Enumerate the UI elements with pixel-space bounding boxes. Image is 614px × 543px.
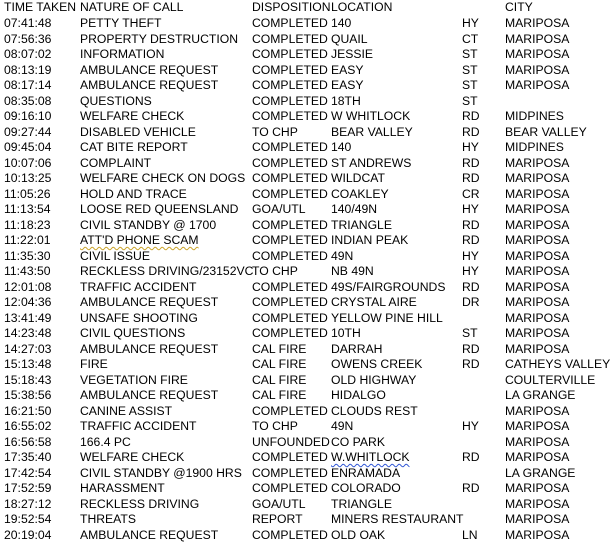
location: CO PARK <box>331 435 385 451</box>
disposition: CAL FIRE <box>252 373 306 389</box>
time-taken: 09:16:10 <box>4 109 51 125</box>
table-row <box>0 435 614 451</box>
nature-of-call: HOLD AND TRACE <box>80 187 187 203</box>
header-location: LOCATION <box>331 0 392 16</box>
nature-of-call: HARASSMENT <box>80 481 165 497</box>
time-taken: 11:35:30 <box>4 249 51 265</box>
city: MARIPOSA <box>505 528 569 543</box>
street-suffix: RD <box>462 342 480 358</box>
table-row <box>0 140 614 156</box>
nature-of-call: INFORMATION <box>80 47 164 63</box>
table-row <box>0 388 614 404</box>
location: BEAR VALLEY <box>331 125 413 141</box>
city: MARIPOSA <box>505 481 569 497</box>
table-row <box>0 202 614 218</box>
disposition: COMPLETED <box>252 78 328 94</box>
location: EASY <box>331 78 364 94</box>
time-taken: 08:07:02 <box>4 47 51 63</box>
time-taken: 15:13:48 <box>4 357 51 373</box>
city: MIDPINES <box>505 140 564 156</box>
time-taken: 16:21:50 <box>4 404 51 420</box>
location: OLD HIGHWAY <box>331 373 416 389</box>
street-suffix: DR <box>462 295 480 311</box>
nature-of-call: CANINE ASSIST <box>80 404 172 420</box>
disposition: COMPLETED <box>252 249 328 265</box>
city: MARIPOSA <box>505 171 569 187</box>
street-suffix: ST <box>462 47 478 63</box>
location: EASY <box>331 63 364 79</box>
street-suffix: RD <box>462 171 480 187</box>
city: MARIPOSA <box>505 342 569 358</box>
time-taken: 11:43:50 <box>4 264 51 280</box>
location: MINERS RESTAURANT <box>331 512 464 528</box>
city: MARIPOSA <box>505 280 569 296</box>
nature-of-call: TRAFFIC ACCIDENT <box>80 419 196 435</box>
location: COLORADO <box>331 481 401 497</box>
table-row <box>0 466 614 482</box>
location: DARRAH <box>331 342 382 358</box>
time-taken: 09:27:44 <box>4 125 51 141</box>
city: MARIPOSA <box>505 497 569 513</box>
location: HIDALGO <box>331 388 386 404</box>
table-row <box>0 404 614 420</box>
city: MARIPOSA <box>505 16 569 32</box>
disposition: COMPLETED <box>252 466 328 482</box>
time-taken: 19:52:54 <box>4 512 51 528</box>
time-taken: 09:45:04 <box>4 140 51 156</box>
city: MARIPOSA <box>505 63 569 79</box>
disposition: TO CHP <box>252 419 298 435</box>
location: 49N <box>331 419 353 435</box>
table-row <box>0 249 614 265</box>
location: QUAIL <box>331 32 368 48</box>
table-row <box>0 94 614 110</box>
table-row <box>0 125 614 141</box>
time-taken: 11:18:23 <box>4 218 51 234</box>
time-taken: 11:05:26 <box>4 187 51 203</box>
street-suffix: RD <box>462 280 480 296</box>
disposition: COMPLETED <box>252 280 328 296</box>
street-suffix: HY <box>462 140 479 156</box>
disposition: COMPLETED <box>252 450 328 466</box>
location: ST ANDREWS <box>331 156 411 172</box>
time-taken: 10:07:06 <box>4 156 51 172</box>
location: COAKLEY <box>331 187 389 203</box>
nature-of-call: THREATS <box>80 512 136 528</box>
street-suffix: HY <box>462 419 479 435</box>
table-row <box>0 419 614 435</box>
nature-of-call: CIVIL STANDBY @1900 HRS <box>80 466 242 482</box>
disposition: CAL FIRE <box>252 357 306 373</box>
street-suffix: ST <box>462 326 478 342</box>
table-row <box>0 357 614 373</box>
table-row <box>0 233 614 249</box>
street-suffix: RD <box>462 156 480 172</box>
time-taken: 15:18:43 <box>4 373 51 389</box>
city: COULTERVILLE <box>505 373 595 389</box>
disposition: TO CHP <box>252 125 298 141</box>
street-suffix: RD <box>462 450 480 466</box>
nature-of-call: CIVIL QUESTIONS <box>80 326 185 342</box>
street-suffix: RD <box>462 357 480 373</box>
location: INDIAN PEAK <box>331 233 408 249</box>
location: JESSIE <box>331 47 373 63</box>
location: NB 49N <box>331 264 374 280</box>
nature-of-call: COMPLAINT <box>80 156 151 172</box>
disposition: COMPLETED <box>252 326 328 342</box>
disposition: COMPLETED <box>252 481 328 497</box>
disposition: COMPLETED <box>252 16 328 32</box>
table-row <box>0 481 614 497</box>
time-taken: 20:19:04 <box>4 528 51 543</box>
time-taken: 08:13:19 <box>4 63 51 79</box>
location: W WHITLOCK <box>331 109 410 125</box>
disposition: COMPLETED <box>252 404 328 420</box>
table-row <box>0 311 614 327</box>
table-row <box>0 497 614 513</box>
time-taken: 16:56:58 <box>4 435 51 451</box>
nature-of-call: AMBULANCE REQUEST <box>80 528 218 543</box>
table-row <box>0 218 614 234</box>
location: TRIANGLE <box>331 497 392 513</box>
table-row <box>0 264 614 280</box>
street-suffix: HY <box>462 264 479 280</box>
table-row <box>0 171 614 187</box>
table-row <box>0 156 614 172</box>
table-row <box>0 512 614 528</box>
disposition: COMPLETED <box>252 528 328 543</box>
time-taken: 08:35:08 <box>4 94 51 110</box>
nature-of-call: AMBULANCE REQUEST <box>80 295 218 311</box>
city: MARIPOSA <box>505 419 569 435</box>
city: MARIPOSA <box>505 156 569 172</box>
time-taken: 12:01:08 <box>4 280 51 296</box>
nature-of-call: CIVIL STANDBY @ 1700 <box>80 218 216 234</box>
location: 140 <box>331 140 351 156</box>
table-row <box>0 342 614 358</box>
nature-of-call: TRAFFIC ACCIDENT <box>80 280 196 296</box>
nature-of-call: 166.4 PC <box>80 435 131 451</box>
disposition: COMPLETED <box>252 32 328 48</box>
disposition: COMPLETED <box>252 47 328 63</box>
disposition: CAL FIRE <box>252 388 306 404</box>
nature-of-call: WELFARE CHECK <box>80 450 184 466</box>
disposition: COMPLETED <box>252 94 328 110</box>
street-suffix: RD <box>462 125 480 141</box>
city: MARIPOSA <box>505 187 569 203</box>
city: MARIPOSA <box>505 326 569 342</box>
nature-of-call: AMBULANCE REQUEST <box>80 78 218 94</box>
disposition: COMPLETED <box>252 156 328 172</box>
street-suffix: ST <box>462 63 478 79</box>
table-row <box>0 528 614 543</box>
nature-of-call: AMBULANCE REQUEST <box>80 63 218 79</box>
disposition: CAL FIRE <box>252 342 306 358</box>
time-taken: 14:23:48 <box>4 326 51 342</box>
location: 49S/FAIRGROUNDS <box>331 280 445 296</box>
disposition: COMPLETED <box>252 233 328 249</box>
street-suffix: RD <box>462 481 480 497</box>
call-rows <box>0 16 614 543</box>
street-suffix: HY <box>462 16 479 32</box>
header-disposition: DISPOSITION <box>252 0 331 16</box>
city: MARIPOSA <box>505 218 569 234</box>
location: 140/49N <box>331 202 377 218</box>
city: MIDPINES <box>505 109 564 125</box>
nature-of-call: QUESTIONS <box>80 94 152 110</box>
disposition: REPORT <box>252 512 303 528</box>
street-suffix: HY <box>462 202 479 218</box>
nature-of-call: CIVIL ISSUE <box>80 249 150 265</box>
disposition: COMPLETED <box>252 109 328 125</box>
location: 10TH <box>331 326 361 342</box>
location: ENRAMADA <box>331 466 400 482</box>
nature-of-call: WELFARE CHECK <box>80 109 184 125</box>
nature-of-call: DISABLED VEHICLE <box>80 125 196 141</box>
disposition: TO CHP <box>252 264 298 280</box>
location: OLD OAK <box>331 528 385 543</box>
city: MARIPOSA <box>505 435 569 451</box>
location: W.WHITLOCK <box>331 450 410 466</box>
city: MARIPOSA <box>505 233 569 249</box>
location: CRYSTAL AIRE <box>331 295 417 311</box>
street-suffix: CR <box>462 187 480 203</box>
table-row <box>0 63 614 79</box>
nature-of-call: WELFARE CHECK ON DOGS <box>80 171 245 187</box>
nature-of-call: ATT'D PHONE SCAM <box>80 233 199 249</box>
city: MARIPOSA <box>505 450 569 466</box>
city: MARIPOSA <box>505 32 569 48</box>
table-row <box>0 47 614 63</box>
city: MARIPOSA <box>505 249 569 265</box>
nature-of-call: AMBULANCE REQUEST <box>80 342 218 358</box>
time-taken: 16:55:02 <box>4 419 51 435</box>
time-taken: 14:27:03 <box>4 342 51 358</box>
street-suffix: ST <box>462 78 478 94</box>
city: MARIPOSA <box>505 512 569 528</box>
street-suffix: HY <box>462 249 479 265</box>
city: MARIPOSA <box>505 264 569 280</box>
header-row <box>0 0 614 16</box>
table-row <box>0 450 614 466</box>
nature-of-call: RECKLESS DRIVING <box>80 497 199 513</box>
time-taken: 15:38:56 <box>4 388 51 404</box>
location: 18TH <box>331 94 361 110</box>
nature-of-call: FIRE <box>80 357 108 373</box>
time-taken: 17:52:59 <box>4 481 51 497</box>
location: TRIANGLE <box>331 218 392 234</box>
time-taken: 13:41:49 <box>4 311 51 327</box>
disposition: COMPLETED <box>252 311 328 327</box>
disposition: GOA/UTL <box>252 202 306 218</box>
location: 49N <box>331 249 353 265</box>
nature-of-call: UNSAFE SHOOTING <box>80 311 198 327</box>
nature-of-call: VEGETATION FIRE <box>80 373 188 389</box>
city: LA GRANGE <box>505 466 575 482</box>
table-row <box>0 373 614 389</box>
location: CLOUDS REST <box>331 404 418 420</box>
nature-of-call: RECKLESS DRIVING/23152VC <box>80 264 253 280</box>
disposition: COMPLETED <box>252 140 328 156</box>
time-taken: 18:27:12 <box>4 497 51 513</box>
table-row <box>0 109 614 125</box>
nature-of-call: LOOSE RED QUEENSLAND <box>80 202 238 218</box>
nature-of-call: AMBULANCE REQUEST <box>80 388 218 404</box>
time-taken: 07:56:36 <box>4 32 51 48</box>
street-suffix: ST <box>462 94 478 110</box>
street-suffix: RD <box>462 109 480 125</box>
disposition: COMPLETED <box>252 187 328 203</box>
nature-of-call: PETTY THEFT <box>80 16 162 32</box>
table-row <box>0 280 614 296</box>
city: BEAR VALLEY <box>505 125 587 141</box>
time-taken: 07:41:48 <box>4 16 51 32</box>
disposition: COMPLETED <box>252 218 328 234</box>
street-suffix: CT <box>462 32 478 48</box>
city: MARIPOSA <box>505 295 569 311</box>
header-time-taken: TIME TAKEN <box>4 0 76 16</box>
time-taken: 12:04:36 <box>4 295 51 311</box>
header-nature-of-call: NATURE OF CALL <box>80 0 183 16</box>
header-city: CITY <box>505 0 533 16</box>
street-suffix: RD <box>462 233 480 249</box>
disposition: COMPLETED <box>252 63 328 79</box>
time-taken: 08:17:14 <box>4 78 51 94</box>
time-taken: 17:35:40 <box>4 450 51 466</box>
location: OWENS CREEK <box>331 357 422 373</box>
city: MARIPOSA <box>505 47 569 63</box>
time-taken: 11:22:01 <box>4 233 51 249</box>
nature-of-call: CAT BITE REPORT <box>80 140 188 156</box>
nature-of-call: PROPERTY DESTRUCTION <box>80 32 238 48</box>
disposition: COMPLETED <box>252 295 328 311</box>
city: LA GRANGE <box>505 388 575 404</box>
table-row <box>0 16 614 32</box>
city: MARIPOSA <box>505 78 569 94</box>
street-suffix: RD <box>462 218 480 234</box>
table-row <box>0 295 614 311</box>
location: WILDCAT <box>331 171 385 187</box>
table-row <box>0 32 614 48</box>
time-taken: 10:13:25 <box>4 171 51 187</box>
location: 140 <box>331 16 351 32</box>
table-row <box>0 78 614 94</box>
city: CATHEYS VALLEY <box>505 357 610 373</box>
city: MARIPOSA <box>505 404 569 420</box>
location: YELLOW PINE HILL <box>331 311 443 327</box>
time-taken: 11:13:54 <box>4 202 51 218</box>
street-suffix: LN <box>462 528 478 543</box>
disposition: COMPLETED <box>252 171 328 187</box>
disposition: GOA/UTL <box>252 497 306 513</box>
city: MARIPOSA <box>505 311 569 327</box>
disposition: UNFOUNDED <box>252 435 330 451</box>
table-row <box>0 326 614 342</box>
city: MARIPOSA <box>505 202 569 218</box>
table-row <box>0 187 614 203</box>
time-taken: 17:42:54 <box>4 466 51 482</box>
